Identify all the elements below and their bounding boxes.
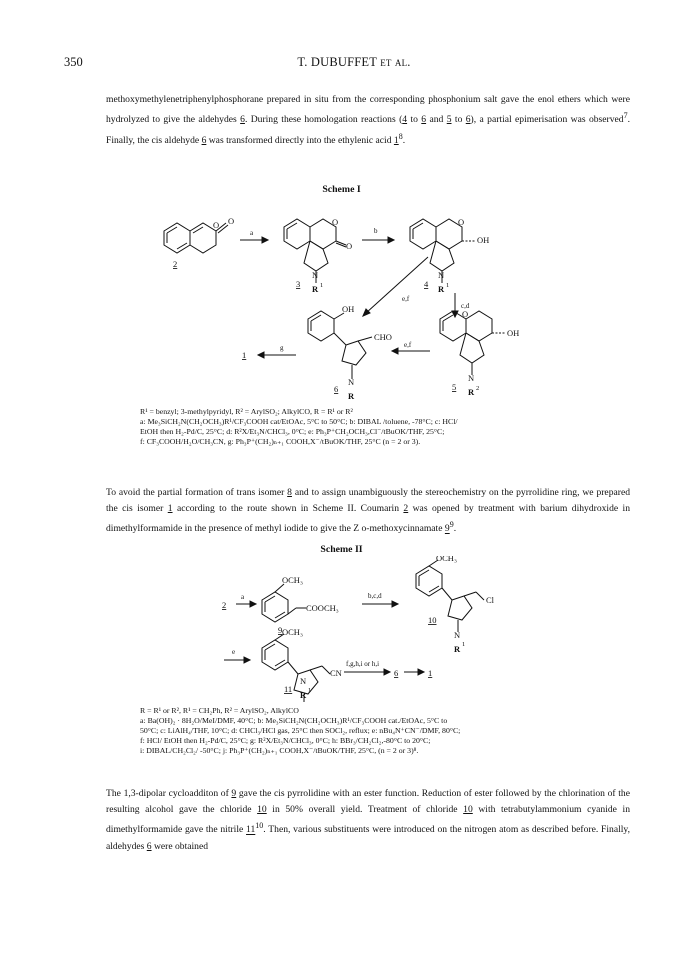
svg-text:a: a [250,229,254,237]
compound-label: 2 [173,259,178,269]
svg-text:1: 1 [446,282,450,289]
compound-label: 6 [334,384,339,394]
compound-ref: 2 [403,503,409,515]
svg-text:N: N [312,270,319,280]
compound-ref: 6 [240,114,245,126]
svg-text:O: O [458,217,465,227]
compound-label: 2 [222,600,227,610]
compound-ref: 10 [463,804,473,816]
svg-text:COOCH₃: COOCH₃ [306,603,339,613]
compound-ref: 1 [393,134,399,146]
svg-text:O: O [213,220,220,230]
compound-label: 9 [278,625,283,635]
scheme-1-diagram [0,195,683,410]
svg-text:b: b [374,227,378,235]
compound-ref: 6 [146,840,152,852]
svg-text:Cl: Cl [486,595,495,605]
svg-text:R: R [454,644,461,654]
compound-label: 1 [242,350,247,360]
compound-ref: 9 [444,523,450,535]
svg-text:1: 1 [462,641,466,648]
citation: 8 [398,131,403,141]
citation: 7 [623,111,628,121]
svg-text:O: O [462,309,469,319]
compound-label: 6 [394,668,399,678]
compound-ref: 6 [201,134,207,146]
svg-text:OH: OH [342,304,355,314]
svg-text:g: g [280,344,284,352]
svg-text:a: a [241,593,245,601]
compound-ref: 11 [246,824,256,836]
compound-ref: 6 [465,114,471,126]
svg-text:2: 2 [476,385,480,392]
svg-text:e: e [232,648,236,656]
svg-text:OCH₃: OCH₃ [282,627,303,637]
svg-text:R: R [348,391,355,401]
svg-text:1: 1 [320,282,324,289]
paragraph-1: methoxymethylenetriphenylphosphorane prepared in situ from the corresponding phosphonium salt gave the enol ethers which were hydrolyzed to give the aldehydes 6. During these homologation reactions (4 to 6 and 5 to 6), a partial epimerisation was observed$^7$. Finally, the cis aldehyde 6 was transformed directly into the ethylenic acid $1^8$. [106,94,630,146]
svg-text:1: 1 [308,687,312,694]
scheme-1-legend: R¹ = benzyl; 3-methylpyridyl, R² = ArylSO₂; AlkylCO, R = R¹ or R² a: Me₃SiCH₂N(CH₂OCH₃)R¹/CF₃COOH cat/EtOAc, 5°C to 50°C; b: DIBAL /toluene, -78°C; c: HCl/ EtOH then H₂-Pd/C, 25°C; d: R²X/Et₃N/CHCl₃, 0°C; e: Ph₃P⁺CH₂OCH₃,Cl⁻/tBuOK/THF, 25°C; f: CF₃COOH/H₂O/CH₃CN, g: Ph₃P⁺(CH₂)ₙ₊₁ COOH,X⁻/tBuOK/THF, 25°C (n = 2 or 3). [140,407,458,446]
svg-text:f,g,h,i or h,i: f,g,h,i or h,i [346,660,380,668]
svg-text:CHO: CHO [374,332,392,342]
page-header [64,55,644,71]
compound-label: 10 [428,615,437,625]
svg-text:R: R [312,284,319,294]
compound-ref: 8 [287,487,292,498]
scheme-2-legend: R = R¹ or R², R¹ = CH₂Ph, R² = ArylSO₂, AlkylCO a: Ba(OH)₂ · 8H₂O/MeI/DMF, 40°C; b: Me₃SiCH₂N(CH₂OCH₃)R¹/CF₃COOH cat./EtOAc, 5°C to 50°C; c: LiAlH₄/THF, 10°C; d: CHCl₃/HCl gas, 25°C then SOCl₂, reflux; e: nBu₄N⁺CN⁻/DMF, 80°C; f: HCl/ EtOH then H₂-Pd/C, 25°C; g: R²X/Et₃N/CHCl₃, 0°C; h: BBr₃/CH₂Cl₂,-80°C to 20°C; i: DIBAL/CH₂Cl₂/ -50°C; j: Ph₃P⁺(CH₂)ₙ₊₁ COOH,X⁻/tBuOK/THF, 25°C, (n = 2 or 3)⁸. [140,706,461,755]
svg-text:N: N [348,377,355,387]
svg-text:e,f: e,f [404,341,412,349]
scheme-1-labels [173,216,519,401]
svg-text:N: N [454,630,461,640]
paragraph-2: To avoid the partial formation of trans isomer 8 and to assign unambiguously the stereochemistry on the pyrrolidine ring, we prepared the cis isomer 1 according to the route shown in Scheme II. Coumarin 2 was opened by treatment with barium dihydroxide in dimethylformamide in the presence of methyl iodide to give the Z o-methoxycinnamate $9^9$. [106,487,631,535]
scheme-2-title: Scheme II [320,544,363,555]
compound-ref: 1 [167,503,173,515]
svg-text:R: R [468,387,475,397]
paragraph-3: The 1,3-dipolar cycloadditon of 9 gave the cis pyrrolidine with an ester function. Reduction of ester followed by the chlorination of the resulting alcohol gave the chloride 10 in 50% overall yield. Treatment of chloride 10 with tetrabutylammonium cyanide in dimethylformamide gave the nitrile $11^{10}$. Then, various substituents were introduced on the nitrogen atom as described before. Finally, aldehydes 6 were obtained [106,788,630,852]
page-number: 350 [64,55,83,69]
running-head: T. DUBUFFET et al. [297,55,411,69]
citation: 10 [255,821,264,831]
compound-label: 4 [424,279,429,289]
compound-ref: 5 [446,114,452,126]
compound-label: 5 [452,382,457,392]
svg-text:N: N [300,676,307,686]
compound-ref: 10 [257,804,267,816]
scheme-2-labels [222,556,495,678]
svg-text:OH: OH [477,235,490,245]
compound-ref: 4 [402,114,408,126]
svg-text:b,c,d: b,c,d [368,592,382,600]
svg-text:e,f: e,f [402,295,410,303]
svg-text:R: R [438,284,445,294]
compound-ref: 9 [231,788,237,799]
svg-text:OCH₃: OCH₃ [282,575,303,585]
svg-text:c,d: c,d [461,302,470,310]
compound-ref: 6 [421,114,427,126]
svg-text:OCH₃: OCH₃ [436,556,457,563]
svg-text:R: R [300,690,307,700]
svg-text:CN: CN [330,668,342,678]
svg-text:O: O [228,216,235,226]
compound-11-label-block [0,676,683,706]
svg-text:N: N [468,373,475,383]
compound-label: 3 [296,279,301,289]
citation: 9 [449,520,454,530]
compound-label: 11 [284,684,293,694]
svg-text:N: N [438,270,445,280]
scheme-1-title: Scheme I [322,184,361,195]
svg-text:O: O [332,217,339,227]
svg-text:OH: OH [507,328,520,338]
compound-label: 1 [428,668,433,678]
svg-text:O: O [346,241,353,251]
